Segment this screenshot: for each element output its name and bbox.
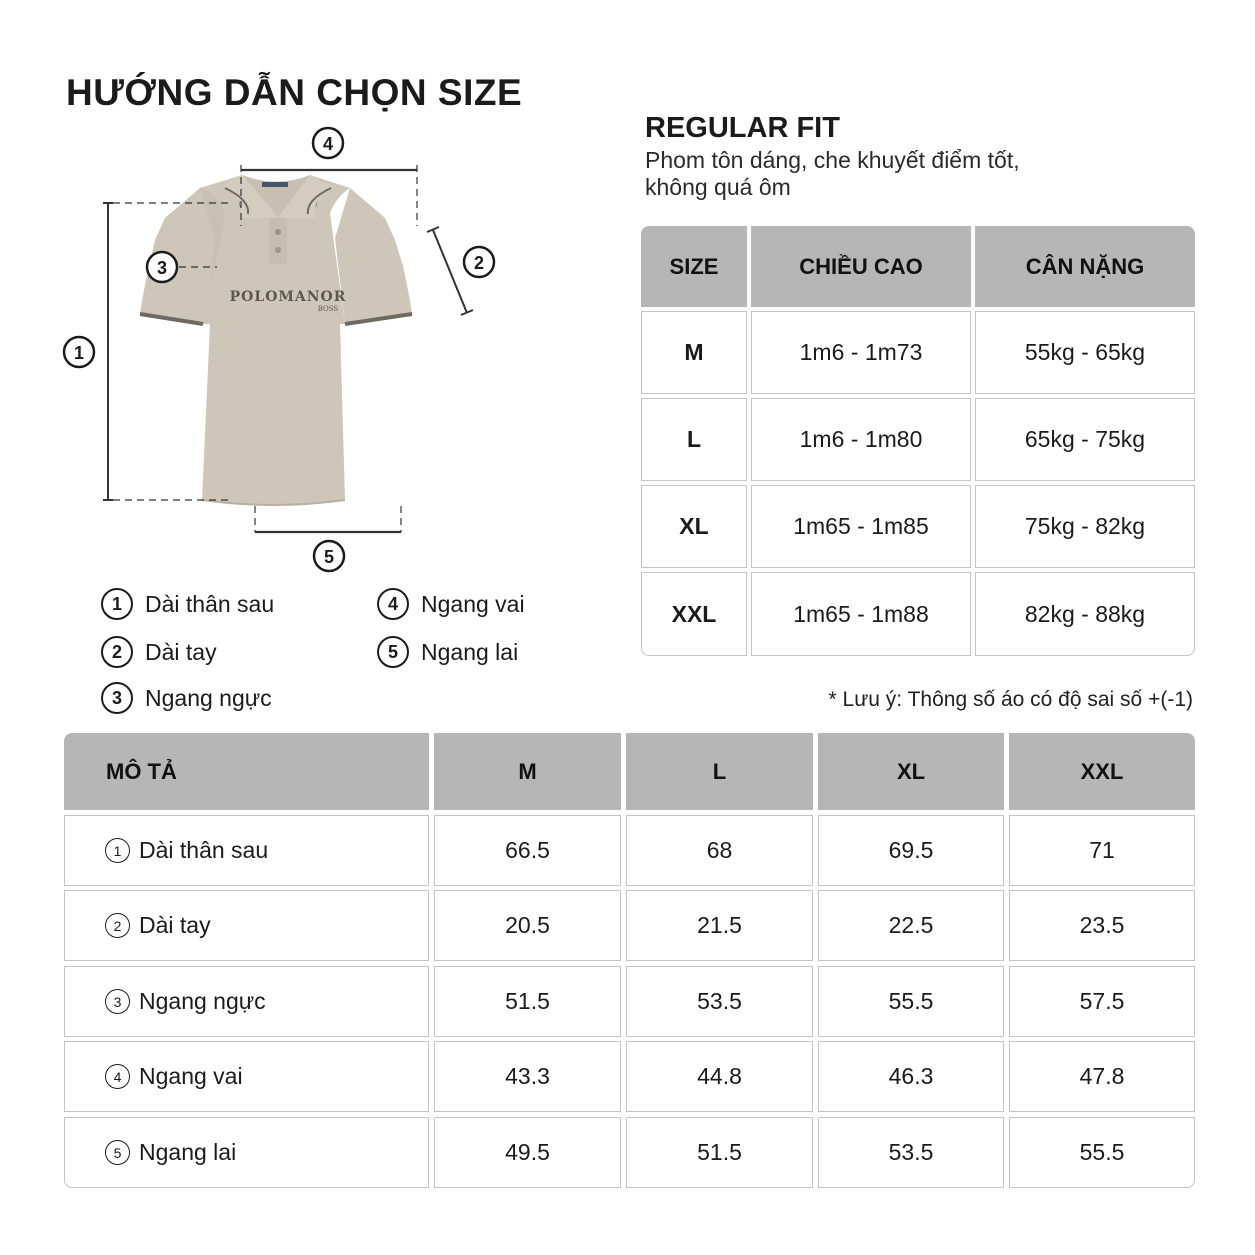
marker-5: 5 xyxy=(323,547,335,567)
measure-cell: 51.5 xyxy=(626,1117,813,1188)
size-table-row-weight: 75kg - 82kg xyxy=(975,485,1195,568)
legend-number-4: 4 xyxy=(377,588,409,620)
measure-row-text: Ngang lai xyxy=(139,1139,237,1165)
measure-row-number: 4 xyxy=(105,1064,130,1089)
marker-1: 1 xyxy=(73,343,85,363)
measure-cell: 22.5 xyxy=(818,890,1004,961)
measure-cell: 53.5 xyxy=(818,1117,1004,1188)
polo-shirt-illustration xyxy=(140,175,412,505)
legend-number-1: 1 xyxy=(101,588,133,620)
size-table-row-size: L xyxy=(641,398,747,481)
measure-row-text: Dài thân sau xyxy=(139,837,269,863)
measure-header-l: L xyxy=(626,733,813,810)
size-table-row-weight: 55kg - 65kg xyxy=(975,311,1195,394)
measure-cell: 66.5 xyxy=(434,815,621,886)
marker-4: 4 xyxy=(322,134,334,154)
fit-title: REGULAR FIT xyxy=(645,112,840,144)
legend-label-3: Ngang ngực xyxy=(145,684,272,711)
tolerance-note: * Lưu ý: Thông số áo có độ sai số +(-1) xyxy=(828,688,1193,711)
size-table-row-weight: 82kg - 88kg xyxy=(975,572,1195,656)
measure-cell: 44.8 xyxy=(626,1041,813,1112)
legend-item-1 xyxy=(101,588,274,620)
legend-number-5: 5 xyxy=(377,636,409,668)
marker-2: 2 xyxy=(473,253,485,273)
measure-cell: 55.5 xyxy=(818,966,1004,1037)
measure-row-number: 3 xyxy=(105,989,130,1014)
size-table-header-height: CHIỀU CAO xyxy=(751,226,971,307)
measure-row-number: 1 xyxy=(105,838,130,863)
size-table-row-height: 1m6 - 1m73 xyxy=(751,311,971,394)
legend-number-2: 2 xyxy=(101,636,133,668)
size-table-row-weight: 65kg - 75kg xyxy=(975,398,1195,481)
measure-cell: 43.3 xyxy=(434,1041,621,1112)
size-table-row-height: 1m65 - 1m85 xyxy=(751,485,971,568)
measure-header-m: M xyxy=(434,733,621,810)
measure-cell: 46.3 xyxy=(818,1041,1004,1112)
legend-label-5: Ngang lai xyxy=(421,638,519,665)
fit-description xyxy=(645,147,1165,201)
measure-cell: 57.5 xyxy=(1009,966,1195,1037)
shirt-diagram xyxy=(55,118,515,578)
measure-cell: 71 xyxy=(1009,815,1195,886)
measure-row-text: Ngang vai xyxy=(139,1063,243,1089)
legend-item-5 xyxy=(377,636,518,668)
legend-number-3: 3 xyxy=(101,682,133,714)
marker-3: 3 xyxy=(156,258,168,278)
shirt-brand-text: POLOMANOR xyxy=(229,289,347,305)
measure-row-number: 2 xyxy=(105,913,130,938)
measure-cell: 49.5 xyxy=(434,1117,621,1188)
legend-label-4: Ngang vai xyxy=(421,590,525,617)
legend-item-2 xyxy=(101,636,217,668)
size-table-row-size: M xyxy=(641,311,747,394)
measure-cell: 69.5 xyxy=(818,815,1004,886)
size-table-row-size: XL xyxy=(641,485,747,568)
measure-cell: 20.5 xyxy=(434,890,621,961)
measure-row-label xyxy=(64,966,429,1037)
measure-header-xl: XL xyxy=(818,733,1004,810)
measure-cell: 53.5 xyxy=(626,966,813,1037)
measure-cell: 21.5 xyxy=(626,890,813,961)
measure-row-label xyxy=(64,1041,429,1112)
measure-row-text: Ngang ngực xyxy=(139,988,266,1014)
shirt-sub-text: BOSS xyxy=(317,305,339,313)
measure-header-xxl: XXL xyxy=(1009,733,1195,810)
legend-label-1: Dài thân sau xyxy=(145,590,275,617)
page-title: HƯỚNG DẪN CHỌN SIZE xyxy=(66,72,523,113)
measure-row-number: 5 xyxy=(105,1140,130,1165)
measure-row-label xyxy=(64,890,429,961)
measure-cell: 68 xyxy=(626,815,813,886)
legend-item-4 xyxy=(377,588,525,620)
size-table-header-weight: CÂN NẶNG xyxy=(975,226,1195,307)
measure-cell: 55.5 xyxy=(1009,1117,1195,1188)
size-table-row-size: XXL xyxy=(641,572,747,656)
measure-row-label xyxy=(64,1117,429,1188)
measure-header-description: MÔ TẢ xyxy=(64,733,429,810)
measure-cell: 51.5 xyxy=(434,966,621,1037)
fit-description-line-2: không quá ôm xyxy=(645,174,791,200)
measure-row-label xyxy=(64,815,429,886)
measure-cell: 47.8 xyxy=(1009,1041,1195,1112)
size-table-header-size: SIZE xyxy=(641,226,747,307)
measure-cell: 23.5 xyxy=(1009,890,1195,961)
fit-description-line-1: Phom tôn dáng, che khuyết điểm tốt, xyxy=(645,147,1020,173)
legend-item-3 xyxy=(101,682,272,714)
measure-row-text: Dài tay xyxy=(139,912,211,938)
size-table-row-height: 1m65 - 1m88 xyxy=(751,572,971,656)
legend-label-2: Dài tay xyxy=(145,638,217,665)
size-table-row-height: 1m6 - 1m80 xyxy=(751,398,971,481)
